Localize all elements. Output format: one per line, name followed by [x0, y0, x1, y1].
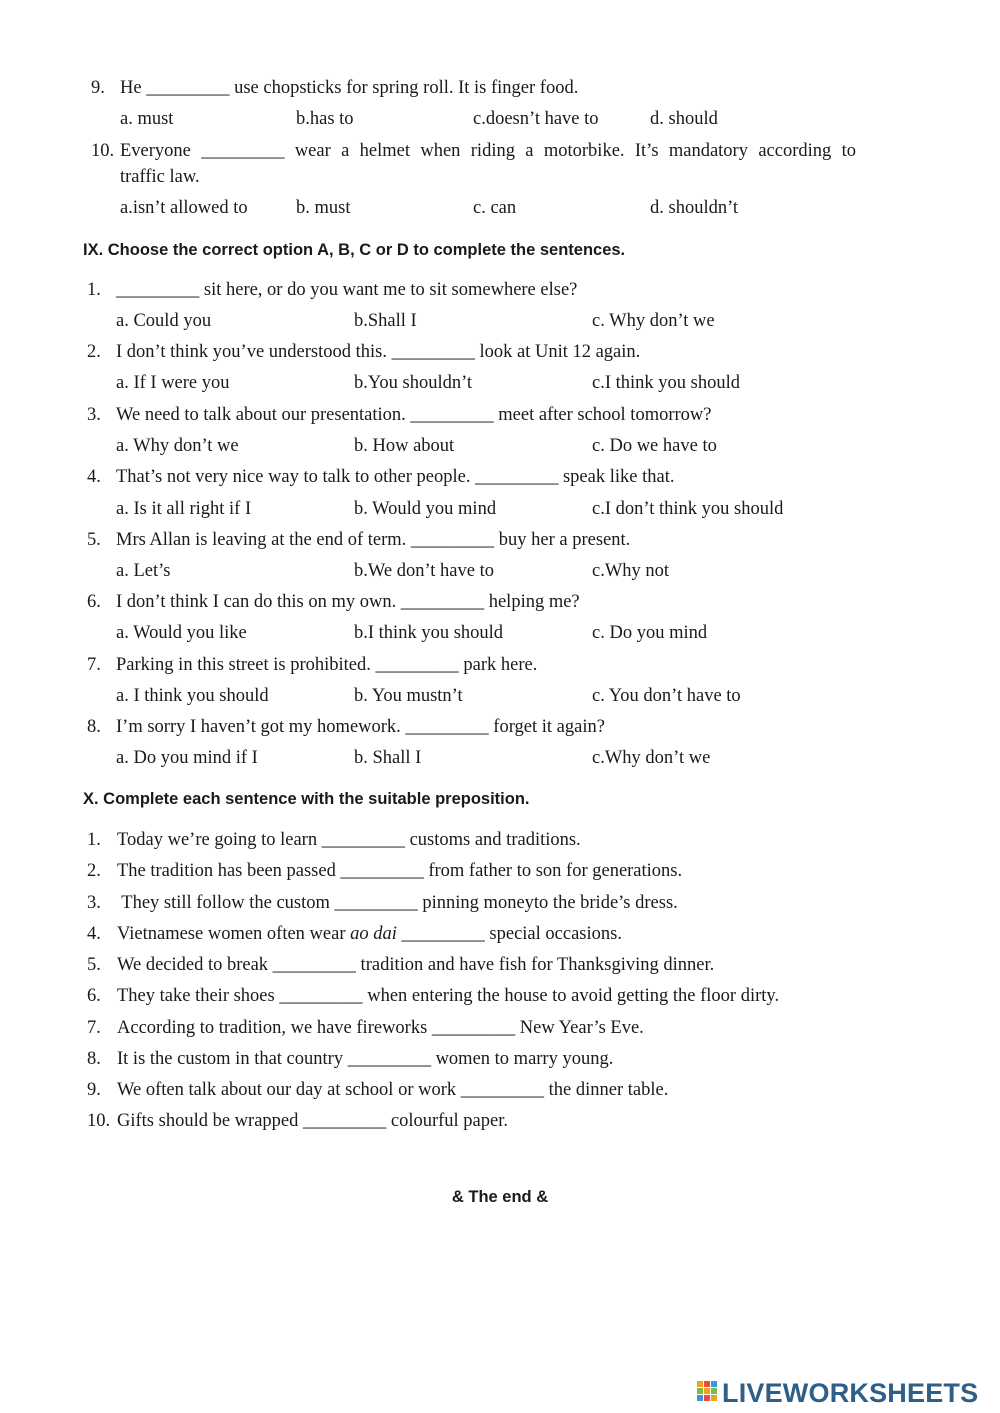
option-b[interactable]: b.Shall I: [354, 311, 417, 331]
option-c[interactable]: c.Why don’t we: [592, 748, 711, 768]
item-text-italic: ao dai: [350, 924, 397, 944]
item-text: [117, 924, 622, 945]
item-number: 2.: [87, 861, 101, 881]
option-a[interactable]: a. must: [120, 109, 174, 129]
item-text-post: _________ special occasions.: [396, 924, 622, 944]
liveworksheets-logo-icon: [697, 1381, 719, 1405]
question-number: 10.: [91, 141, 115, 161]
option-c[interactable]: c.doesn’t have to: [473, 109, 599, 129]
question-text-line1: Everyone _________ wear a helmet when riding a motorbike. It’s mandatory according to: [120, 141, 856, 161]
option-c[interactable]: c.Why not: [592, 561, 670, 581]
option-c[interactable]: c. Why don’t we: [592, 311, 715, 331]
item-text: They still follow the custom _________ pinning moneyto the bride’s dress.: [117, 893, 678, 913]
option-b[interactable]: b. You mustn’t: [354, 686, 463, 706]
option-a[interactable]: a. Would you like: [116, 623, 247, 643]
item-number: 5.: [87, 955, 101, 975]
question-number: 3.: [87, 405, 101, 425]
item-text: The tradition has been passed _________ from father to son for generations.: [117, 861, 683, 881]
option-c[interactable]: c.I think you should: [592, 373, 740, 393]
option-a[interactable]: a. Let’s: [116, 561, 171, 581]
option-c[interactable]: c.I don’t think you should: [592, 499, 784, 519]
item-number: 3.: [87, 893, 101, 913]
item-text-pre: Vietnamese women often wear: [117, 924, 351, 944]
option-b[interactable]: b. How about: [354, 436, 455, 456]
item-text: Today we’re going to learn _________ customs and traditions.: [117, 830, 581, 850]
option-c[interactable]: c. Do you mind: [592, 623, 708, 643]
question-text: _________ sit here, or do you want me to sit somewhere else?: [116, 280, 578, 300]
brand-text[interactable]: LIVEWORKSHEETS: [722, 1377, 979, 1408]
the-end-text: & The end &: [451, 1188, 549, 1206]
item-text: They take their shoes _________ when entering the house to avoid getting the floor dirty.: [117, 986, 780, 1006]
option-a[interactable]: a. Could you: [116, 311, 212, 331]
option-a[interactable]: a. Do you mind if I: [116, 748, 258, 768]
question-number: 4.: [87, 467, 101, 487]
question-text: I don’t think you’ve understood this. _________ look at Unit 12 again.: [116, 342, 641, 362]
question-text: I’m sorry I haven’t got my homework. _________ forget it again?: [116, 717, 605, 737]
option-a[interactable]: a. If I were you: [116, 373, 230, 393]
option-a[interactable]: a.isn’t allowed to: [120, 198, 248, 218]
question-text: That’s not very nice way to talk to other people. _________ speak like that.: [116, 467, 675, 487]
option-a[interactable]: a. Is it all right if I: [116, 499, 252, 519]
question-text: We need to talk about our presentation. _________ meet after school tomorrow?: [116, 405, 712, 425]
question-number: 1.: [87, 280, 101, 300]
section-ix-heading: IX. Choose the correct option A, B, C or D to complete the sentences.: [83, 241, 626, 259]
question-text-line2: traffic law.: [120, 167, 200, 187]
option-c[interactable]: c. You don’t have to: [592, 686, 741, 706]
question-text: I don’t think I can do this on my own. _________ helping me?: [116, 592, 580, 612]
question-number: 5.: [87, 530, 101, 550]
option-a[interactable]: a. I think you should: [116, 686, 269, 706]
option-c[interactable]: c. Do we have to: [592, 436, 717, 456]
item-number: 9.: [87, 1080, 101, 1100]
question-number: 9.: [91, 78, 105, 98]
option-b[interactable]: b. Shall I: [354, 748, 422, 768]
option-b[interactable]: b.I think you should: [354, 623, 504, 643]
item-text: It is the custom in that country _________ women to marry young.: [117, 1049, 614, 1069]
question-text: Parking in this street is prohibited. _________ park here.: [116, 655, 538, 675]
item-number: 7.: [87, 1018, 101, 1038]
question-text: He _________ use chopsticks for spring roll. It is finger food.: [120, 78, 579, 98]
item-number: 6.: [87, 986, 101, 1006]
item-text: We often talk about our day at school or work _________ the dinner table.: [117, 1080, 669, 1100]
item-text: According to tradition, we have fireworks _________ New Year’s Eve.: [117, 1018, 644, 1038]
option-b[interactable]: b.has to: [296, 109, 354, 129]
question-number: 7.: [87, 655, 101, 675]
option-c[interactable]: c. can: [473, 198, 517, 218]
liveworksheets-brand: [697, 1378, 978, 1408]
question-number: 6.: [87, 592, 101, 612]
option-d[interactable]: d. shouldn’t: [650, 198, 739, 218]
section-x-heading: X. Complete each sentence with the suitable preposition.: [83, 790, 530, 808]
option-b[interactable]: b.We don’t have to: [354, 561, 494, 581]
option-a[interactable]: a. Why don’t we: [116, 436, 239, 456]
item-number: 4.: [87, 924, 101, 944]
option-b[interactable]: b.You shouldn’t: [354, 373, 473, 393]
item-text: We decided to break _________ tradition and have fish for Thanksgiving dinner.: [117, 955, 715, 975]
question-text: Mrs Allan is leaving at the end of term. _________ buy her a present.: [116, 530, 631, 550]
item-number: 8.: [87, 1049, 101, 1069]
option-b[interactable]: b. must: [296, 198, 351, 218]
item-number: 1.: [87, 830, 101, 850]
option-d[interactable]: d. should: [650, 109, 718, 129]
question-number: 8.: [87, 717, 101, 737]
option-b[interactable]: b. Would you mind: [354, 499, 497, 519]
question-number: 2.: [87, 342, 101, 362]
item-text: Gifts should be wrapped _________ colourful paper.: [117, 1111, 508, 1131]
item-number: 10.: [87, 1111, 111, 1131]
